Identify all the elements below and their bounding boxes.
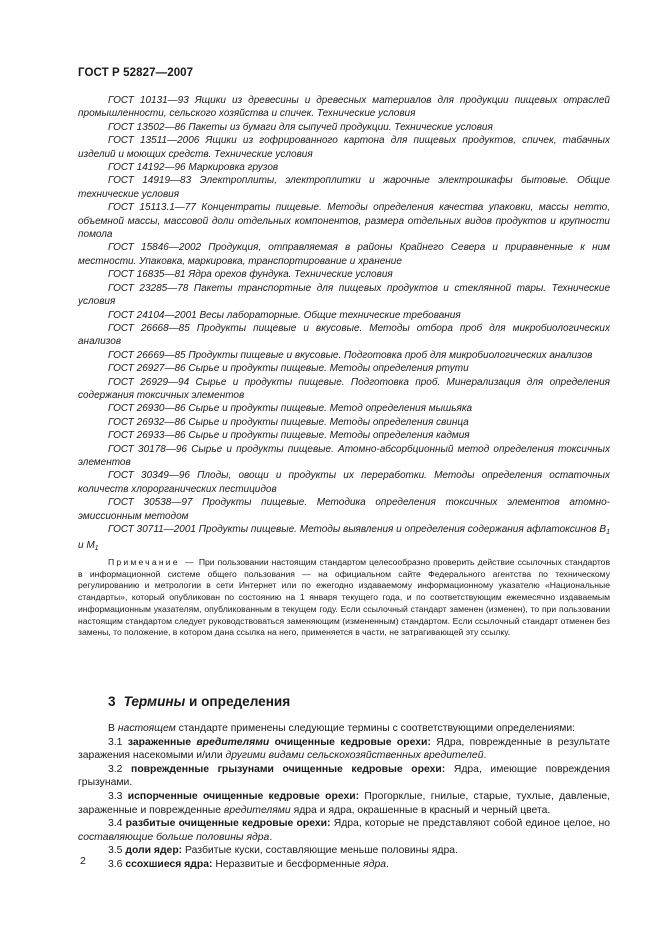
reference-title: Пакеты транспортные для пищевых продуктов и стеклянной тары. Технические условия [78, 282, 610, 308]
definition-number: 3.4 [108, 818, 123, 830]
reference-item [78, 429, 610, 442]
reference-title: Сырье и продукты пищевые. Атомно-абсорбционный метод определения токсичных элементов [78, 443, 611, 468]
reference-item [78, 349, 610, 362]
reference-item [78, 496, 610, 523]
reference-title: Продукты пищевые. Методика определения токсичных элементов атомно-эмиссионным методом [78, 497, 611, 522]
definition-text: Разбитые куски, составляющие меньше половины ядра. [182, 845, 458, 857]
reference-code: ГОСТ 30711—2001 [108, 524, 196, 535]
definition-text: Неразвитые и бесформенные [212, 858, 364, 870]
reference-code: ГОСТ 16835—81 [108, 269, 186, 281]
term-italic: вредителями [196, 736, 270, 748]
definition-item [78, 817, 610, 844]
definition-text: Ядра, которые не представляют собой единое целое, но [330, 818, 610, 830]
reference-item [78, 94, 610, 121]
reference-code: ГОСТ 13511—2006 [108, 135, 200, 147]
section-title-rest: и определения [185, 694, 291, 709]
definition-text-end: . [483, 750, 487, 762]
reference-item [78, 134, 610, 161]
reference-item [78, 161, 610, 174]
definition-item [78, 858, 610, 872]
reference-title: Сырье и продукты пищевые. Методы определения свинца [188, 416, 469, 428]
term-part: зараженные [127, 736, 197, 748]
reference-item [78, 443, 610, 470]
reference-code: ГОСТ 15113.1—77 [108, 202, 196, 214]
definition-item [78, 844, 610, 858]
reference-code: ГОСТ 30178—96 [108, 443, 187, 455]
reference-item [78, 376, 610, 403]
reference-title: Продукция, отправляемая в районы Крайнего Севера и приравненные к ним местности. Упаковка, маркировка, транспортирование и хранение [78, 242, 611, 267]
reference-code: ГОСТ 26930—86 [108, 403, 186, 415]
reference-code: ГОСТ 23285—78 [108, 282, 189, 294]
reference-title: Ящики из древесины и древесных материалов для продукции пищевых отраслей промышленности, сельского хозяйства и спичек. Технические условия [78, 95, 610, 120]
definition-term [131, 764, 445, 775]
definition-text-end: . [386, 858, 389, 870]
definitions-block [78, 722, 610, 872]
term-part: доли ядер: [125, 845, 183, 857]
note-paragraph [78, 557, 610, 639]
reference-code: ГОСТ 26927—86 [108, 363, 186, 375]
document-header: ГОСТ Р 52827—2007 [78, 67, 194, 79]
definition-text-end: ядра и ядра, окрашенные в красный и черный цвета. [290, 804, 551, 816]
intro-text-end: стандарте применены следующие термины с соответствующими определениями: [175, 723, 576, 734]
note-lead: Примечание — [108, 557, 196, 567]
definition-text: Ядра, поврежденные в результате заражения насекомыми и/или [78, 736, 610, 762]
intro-text: В [108, 723, 118, 734]
reference-code: ГОСТ 30538—97 [108, 497, 193, 509]
reference-item [78, 268, 610, 281]
reference-title: Продукты пищевые и вкусовые. Подготовка проб для микробиологических анализов [188, 349, 593, 361]
definition-term [128, 791, 359, 802]
reference-code: ГОСТ 14192—96 [108, 162, 186, 174]
section-title [108, 694, 290, 709]
reference-item [78, 523, 610, 556]
reference-title: Концентраты пищевые. Методы определения качества упаковки, массы нетто, объемной массы, массовой доли отдельных компонентов, размера отдельных видов продуктов и крупности помола [78, 202, 610, 241]
definitions-intro [78, 722, 610, 736]
section-number: 3 [108, 694, 116, 709]
definition-term [125, 845, 182, 856]
reference-title: Сырье и продукты пищевые. Метод определения мышьяка [188, 403, 473, 415]
definition-italic: другими видами сельскохозяйственных вредителей [225, 750, 484, 762]
section-title-italic: Термины [123, 694, 186, 709]
definition-italic: вредителями [223, 804, 291, 816]
reference-code: ГОСТ 24104—2001 [108, 309, 197, 321]
reference-title-cont: и M [78, 540, 95, 552]
definition-term [128, 737, 431, 748]
definition-text-end: . [269, 831, 273, 843]
reference-title: Продукты пищевые и вкусовые. Методы отбора проб для микробиологических анализов [78, 322, 610, 348]
reference-title: Ядра орехов фундука. Технические условия [188, 269, 393, 281]
reference-item [78, 402, 610, 415]
reference-item [78, 362, 610, 375]
reference-title: Весы лабораторные. Общие технические требования [199, 309, 461, 321]
definition-term [126, 818, 331, 829]
subscript: 1 [94, 545, 99, 553]
reference-item [78, 309, 610, 322]
definition-number: 3.5 [108, 845, 123, 857]
intro-italic: настоящем [117, 723, 176, 734]
reference-code: ГОСТ 26929—94 [108, 376, 190, 388]
definition-term [125, 859, 212, 870]
term-part: испорченные очищенные кедровые орехи: [127, 790, 360, 802]
reference-title: Сырье и продукты пищевые. Методы определения ртути [188, 363, 469, 375]
reference-code: ГОСТ 14919—83 [108, 175, 192, 187]
reference-item [78, 469, 610, 496]
subscript: 1 [606, 529, 611, 536]
reference-title: Сырье и продукты пищевые. Подготовка проб. Минерализация для определения содержания токсичных элементов [78, 376, 611, 401]
definition-number: 3.3 [108, 790, 123, 802]
definition-text: Ядра, имеющие повреждения грызунами. [78, 763, 611, 789]
reference-code: ГОСТ 26932—86 [108, 416, 186, 428]
reference-item [78, 416, 610, 429]
reference-title: Сырье и продукты пищевые. Методы определения кадмия [188, 430, 470, 442]
reference-item [78, 201, 610, 241]
reference-code: ГОСТ 13502—86 [108, 121, 186, 133]
reference-item [78, 174, 610, 201]
definition-number: 3.2 [108, 763, 123, 775]
reference-code: ГОСТ 30349—96 [108, 470, 190, 482]
page-number: 2 [80, 855, 86, 867]
definition-item [78, 790, 610, 817]
term-part: поврежденные грызунами очищенные кедровые орехи: [131, 763, 446, 775]
reference-code: ГОСТ 15846—2002 [108, 242, 202, 254]
reference-title: Маркировка грузов [188, 162, 279, 174]
reference-code: ГОСТ 26669—85 [108, 349, 186, 361]
definition-number: 3.1 [108, 736, 123, 748]
definition-number: 3.6 [108, 858, 123, 870]
reference-title: Пакеты из бумаги для сыпучей продукции. Технические условия [188, 121, 493, 133]
term-part: разбитые очищенные кедровые орехи: [125, 818, 331, 830]
reference-code: ГОСТ 26668—85 [108, 322, 190, 334]
definition-item [78, 763, 610, 790]
normative-references [78, 94, 610, 556]
definition-italic: составляющие больше половины ядра [78, 831, 270, 843]
term-part: ссохшиеся ядра: [125, 858, 213, 870]
term-part: очищенные кедровые орехи: [269, 736, 431, 748]
note-text: При пользовании настоящим стандартом целесообразно проверить действие ссылочных стандартов в информационной системе общего пользования — на официальном сайте Федерального агентства по техническому регулированию и метрологии в сети Интернет или по ежегодно издаваемому информационному указателю «Национальные стандарты», который опубликован по состоянию на 1 января текущего года, и по соответствующим ежемесячно издаваемым информационным указателям, опубликованным в текущем году. Если ссылочный стандарт заменен (изменен), то при пользовании настоящим стандартом следует руководствоваться заменяющим (измененным) стандартом. Если ссылочный стандарт отменен без замены, то положение, в котором дана ссылка на него, применяется в части, не затрагивающей эту ссылку. [78, 557, 611, 638]
reference-code: ГОСТ 26933—86 [108, 430, 186, 442]
definition-item [78, 736, 610, 763]
reference-item [78, 322, 610, 349]
definition-text: Прогорклые, гнилые, старые, тухлые, давленые, зараженные и поврежденные [78, 790, 610, 816]
reference-title: Электроплиты, электроплитки и жарочные электрошкафы бытовые. Общие технические условия [78, 175, 610, 200]
definition-italic: ядра [363, 858, 387, 870]
reference-title: Продукты пищевые. Методы выявления и определения содержания афлатоксинов B [198, 524, 607, 535]
reference-code: ГОСТ 10131—93 [108, 95, 189, 106]
reference-item [78, 121, 610, 134]
reference-title: Плоды, овощи и продукты их переработки. Методы определения остаточных количеств хлорорганических пестицидов [78, 470, 611, 495]
definitions-list [78, 736, 610, 872]
reference-item [78, 241, 610, 268]
reference-item [78, 282, 610, 309]
reference-title: Ящики из гофрированного картона для пищевых продуктов, спичек, табачных изделий и моющих средств. Технические условия [78, 135, 610, 160]
